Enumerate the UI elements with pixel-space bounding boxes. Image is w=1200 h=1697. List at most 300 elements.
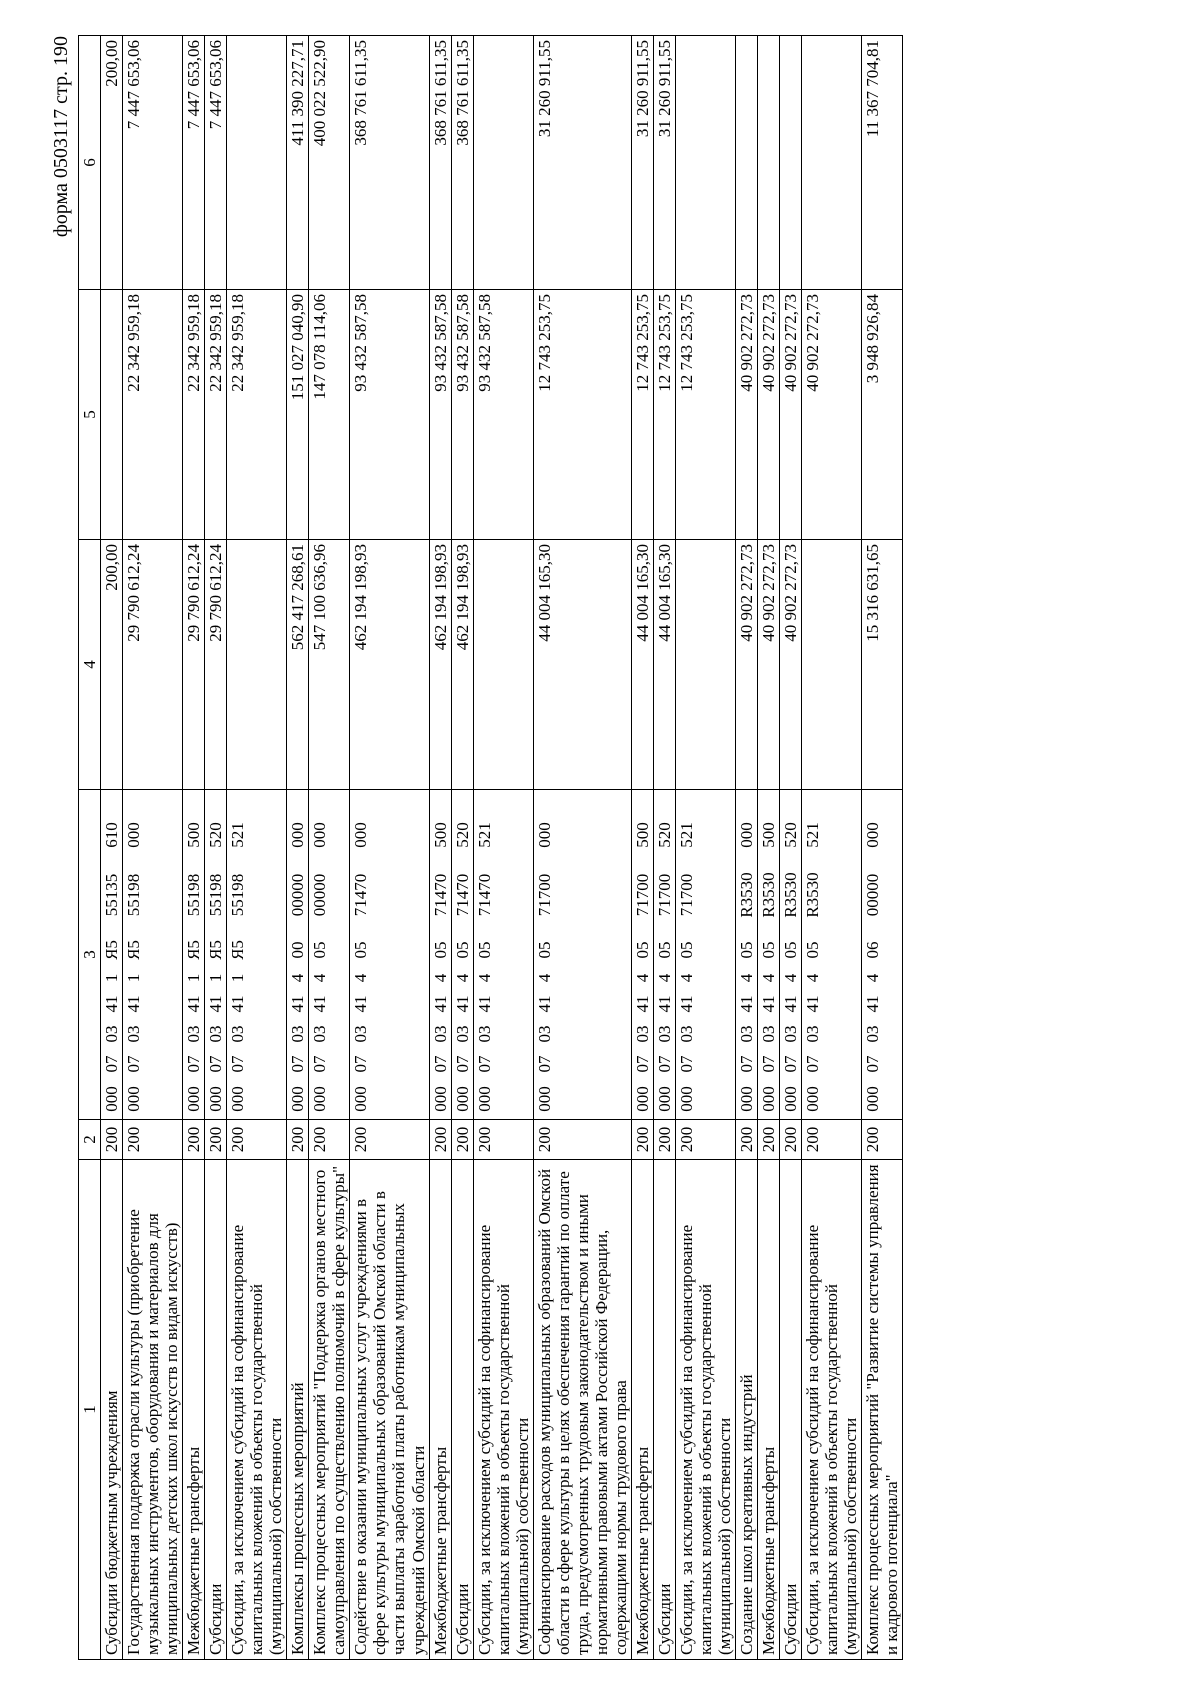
code-part: 000 bbox=[206, 1086, 226, 1112]
code-part: 521 bbox=[803, 822, 823, 848]
row-col4-value: 547 100 636,96 bbox=[309, 540, 350, 790]
row-col6-value bbox=[675, 36, 735, 290]
code-part: 520 bbox=[452, 822, 472, 848]
code-part: 07 bbox=[737, 1055, 756, 1073]
code-part: 4 bbox=[288, 973, 308, 983]
code-part: 41 bbox=[474, 995, 494, 1013]
table-row bbox=[675, 36, 735, 1660]
code-part: 000 bbox=[102, 1086, 122, 1112]
row-col4-value: 462 194 198,93 bbox=[429, 540, 451, 790]
code-part: R3530 bbox=[737, 872, 756, 918]
code-part: 03 bbox=[737, 1025, 756, 1043]
row-line-code: 200 bbox=[101, 1120, 123, 1160]
row-col6-value bbox=[780, 36, 802, 290]
header-row bbox=[79, 36, 101, 1660]
code-part: 000 bbox=[737, 822, 756, 848]
row-line-code: 200 bbox=[287, 1120, 309, 1160]
row-budget-code bbox=[758, 790, 780, 1120]
code-part: 000 bbox=[534, 1086, 554, 1112]
column-header: 5 bbox=[79, 290, 101, 540]
row-name: Комплекс процессных мероприятий "Поддержка органов местного самоуправления по осуществлению полномочий в сфере культуры" bbox=[309, 1160, 350, 1660]
code-part: 00000 bbox=[310, 873, 330, 917]
row-line-code: 200 bbox=[205, 1120, 227, 1160]
row-name: Межбюджетные трансферты bbox=[631, 1160, 653, 1660]
code-part: 05 bbox=[351, 941, 371, 959]
code-part: 520 bbox=[654, 822, 674, 848]
code-part: 521 bbox=[676, 822, 696, 848]
code-part: 41 bbox=[184, 995, 204, 1013]
code-part: 55198 bbox=[206, 873, 226, 917]
code-part: 000 bbox=[781, 1086, 801, 1112]
column-header: 2 bbox=[79, 1120, 101, 1160]
code-part: 71700 bbox=[632, 873, 652, 917]
code-part: 41 bbox=[781, 995, 801, 1013]
row-name: Содействие в оказании муниципальных услуг учреждениями в сфере культуры муниципальных образований Омской области в части выплаты заработной платы работникам муниципальных учреждений Омской области bbox=[350, 1160, 429, 1660]
row-col4-value: 29 790 612,24 bbox=[183, 540, 205, 790]
budget-table bbox=[78, 35, 903, 1660]
code-part: 03 bbox=[863, 1025, 883, 1043]
code-part: 1 bbox=[228, 973, 248, 983]
row-col4-value: 44 004 165,30 bbox=[533, 540, 631, 790]
code-part: 41 bbox=[124, 995, 144, 1013]
code-part: 41 bbox=[632, 995, 652, 1013]
code-part: 05 bbox=[430, 941, 450, 959]
code-part: 07 bbox=[124, 1055, 144, 1073]
code-part: 05 bbox=[534, 941, 554, 959]
code-part: 05 bbox=[781, 941, 801, 959]
row-col5-value: 22 342 959,18 bbox=[205, 290, 227, 540]
budget-code-parts bbox=[759, 790, 778, 1119]
code-part: 41 bbox=[288, 995, 308, 1013]
code-part: 07 bbox=[310, 1055, 330, 1073]
code-part: 55135 bbox=[102, 873, 122, 917]
row-col4-value bbox=[675, 540, 735, 790]
code-part: 71470 bbox=[351, 873, 371, 917]
row-col5-value: 12 743 253,75 bbox=[675, 290, 735, 540]
code-part: 05 bbox=[632, 941, 652, 959]
row-line-code: 200 bbox=[802, 1120, 862, 1160]
row-name: Субсидии бюджетным учреждениям bbox=[101, 1160, 123, 1660]
row-line-code: 200 bbox=[227, 1120, 287, 1160]
code-part: 000 bbox=[310, 822, 330, 848]
row-budget-code bbox=[736, 790, 758, 1120]
row-col6-value: 368 761 611,35 bbox=[451, 36, 473, 290]
row-budget-code bbox=[780, 790, 802, 1120]
row-line-code: 200 bbox=[780, 1120, 802, 1160]
row-col5-value: 22 342 959,18 bbox=[183, 290, 205, 540]
code-part: 000 bbox=[288, 1086, 308, 1112]
row-col5-value: 93 432 587,58 bbox=[451, 290, 473, 540]
code-part: 4 bbox=[632, 973, 652, 983]
code-part: 07 bbox=[676, 1055, 696, 1073]
row-line-code: 200 bbox=[429, 1120, 451, 1160]
row-col4-value: 15 316 631,65 bbox=[862, 540, 903, 790]
budget-code-parts bbox=[737, 790, 756, 1119]
code-part: 03 bbox=[430, 1025, 450, 1043]
code-part: 41 bbox=[430, 995, 450, 1013]
row-name: Межбюджетные трансферты bbox=[183, 1160, 205, 1660]
code-part: 07 bbox=[474, 1055, 494, 1073]
document-page bbox=[40, 28, 1160, 1668]
code-part: 07 bbox=[430, 1055, 450, 1073]
code-part: 55198 bbox=[124, 873, 144, 917]
row-col6-value: 411 390 227,71 bbox=[287, 36, 309, 290]
budget-code-parts bbox=[228, 790, 247, 1119]
table-row bbox=[429, 36, 451, 1660]
row-col4-value bbox=[802, 540, 862, 790]
column-header: 3 bbox=[79, 790, 101, 1120]
code-part: 07 bbox=[102, 1055, 122, 1073]
code-part: 71700 bbox=[676, 873, 696, 917]
row-line-code: 200 bbox=[862, 1120, 903, 1160]
code-part: R3530 bbox=[803, 872, 823, 918]
row-budget-code bbox=[653, 790, 675, 1120]
code-part: 000 bbox=[474, 1086, 494, 1112]
budget-code-parts bbox=[803, 790, 822, 1119]
row-budget-code bbox=[287, 790, 309, 1120]
column-header: 1 bbox=[79, 1160, 101, 1660]
code-part: 05 bbox=[654, 941, 674, 959]
code-part: 41 bbox=[351, 995, 371, 1013]
code-part: 000 bbox=[124, 822, 144, 848]
code-part: 41 bbox=[228, 995, 248, 1013]
budget-code-parts bbox=[431, 790, 450, 1119]
row-col5-value: 93 432 587,58 bbox=[473, 290, 533, 540]
code-part: 610 bbox=[102, 822, 122, 848]
code-part: 03 bbox=[676, 1025, 696, 1043]
row-col6-value bbox=[227, 36, 287, 290]
row-col5-value: 22 342 959,18 bbox=[227, 290, 287, 540]
code-part: 03 bbox=[781, 1025, 801, 1043]
code-part: 1 bbox=[184, 973, 204, 983]
code-part: 000 bbox=[288, 822, 308, 848]
code-part: Я5 bbox=[184, 940, 204, 960]
budget-code-parts bbox=[310, 790, 329, 1119]
table-row bbox=[309, 36, 350, 1660]
budget-code-parts bbox=[475, 790, 494, 1119]
budget-code-parts bbox=[102, 790, 121, 1119]
code-part: 03 bbox=[124, 1025, 144, 1043]
code-part: Я5 bbox=[102, 940, 122, 960]
code-part: 03 bbox=[759, 1025, 779, 1043]
code-part: 000 bbox=[310, 1086, 330, 1112]
row-col6-value: 368 761 611,35 bbox=[429, 36, 451, 290]
row-col5-value: 93 432 587,58 bbox=[429, 290, 451, 540]
code-part: 55198 bbox=[184, 873, 204, 917]
code-part: 41 bbox=[737, 995, 756, 1013]
row-col5-value: 3 948 926,84 bbox=[862, 290, 903, 540]
row-col5-value: 22 342 959,18 bbox=[123, 290, 183, 540]
code-part: 03 bbox=[184, 1025, 204, 1043]
code-part: 4 bbox=[737, 973, 756, 983]
row-col5-value: 147 078 114,06 bbox=[309, 290, 350, 540]
code-part: 000 bbox=[737, 1086, 756, 1112]
budget-code-parts bbox=[288, 790, 307, 1119]
row-budget-code bbox=[123, 790, 183, 1120]
row-col6-value bbox=[802, 36, 862, 290]
code-part: Я5 bbox=[124, 940, 144, 960]
row-col5-value: 40 902 272,73 bbox=[758, 290, 780, 540]
table-row bbox=[533, 36, 631, 1660]
code-part: 41 bbox=[863, 995, 883, 1013]
row-budget-code bbox=[473, 790, 533, 1120]
code-part: 03 bbox=[803, 1025, 823, 1043]
code-part: 4 bbox=[759, 973, 779, 983]
code-part: 03 bbox=[288, 1025, 308, 1043]
row-col4-value: 44 004 165,30 bbox=[631, 540, 653, 790]
code-part: 07 bbox=[781, 1055, 801, 1073]
table-row bbox=[758, 36, 780, 1660]
row-col6-value: 400 022 522,90 bbox=[309, 36, 350, 290]
row-col6-value: 11 367 704,81 bbox=[862, 36, 903, 290]
code-part: R3530 bbox=[781, 872, 801, 918]
budget-code-parts bbox=[453, 790, 472, 1119]
code-part: 1 bbox=[102, 973, 122, 983]
code-part: 00 bbox=[288, 941, 308, 959]
table-row bbox=[473, 36, 533, 1660]
code-part: 000 bbox=[676, 1086, 696, 1112]
code-part: 71700 bbox=[534, 873, 554, 917]
table-row bbox=[862, 36, 903, 1660]
budget-code-parts bbox=[124, 790, 143, 1119]
code-part: 41 bbox=[452, 995, 472, 1013]
budget-code-parts bbox=[677, 790, 696, 1119]
code-part: 4 bbox=[452, 973, 472, 983]
code-part: 05 bbox=[737, 941, 756, 959]
code-part: 000 bbox=[803, 1086, 823, 1112]
row-line-code: 200 bbox=[123, 1120, 183, 1160]
row-col4-value: 462 194 198,93 bbox=[451, 540, 473, 790]
code-part: 520 bbox=[206, 822, 226, 848]
row-col6-value bbox=[736, 36, 758, 290]
code-part: 000 bbox=[632, 1086, 652, 1112]
code-part: 03 bbox=[474, 1025, 494, 1043]
budget-code-parts bbox=[535, 790, 554, 1119]
code-part: 41 bbox=[102, 995, 122, 1013]
code-part: 71470 bbox=[430, 873, 450, 917]
row-col5-value bbox=[101, 290, 123, 540]
row-col4-value: 40 902 272,73 bbox=[736, 540, 758, 790]
code-part: 41 bbox=[759, 995, 779, 1013]
table-row bbox=[802, 36, 862, 1660]
code-part: 07 bbox=[803, 1055, 823, 1073]
code-part: 000 bbox=[759, 1086, 779, 1112]
code-part: 71470 bbox=[452, 873, 472, 917]
row-budget-code bbox=[183, 790, 205, 1120]
code-part: 03 bbox=[102, 1025, 122, 1043]
table-row bbox=[653, 36, 675, 1660]
code-part: 03 bbox=[351, 1025, 371, 1043]
code-part: 07 bbox=[452, 1055, 472, 1073]
code-part: 500 bbox=[184, 822, 204, 848]
code-part: 000 bbox=[184, 1086, 204, 1112]
row-col5-value: 151 027 040,90 bbox=[287, 290, 309, 540]
row-line-code: 200 bbox=[350, 1120, 429, 1160]
row-name: Субсидии, за исключением субсидий на софинансирование капитальных вложений в объекты государственной (муниципальной) собственности bbox=[227, 1160, 287, 1660]
code-part: 05 bbox=[676, 941, 696, 959]
code-part: 1 bbox=[206, 973, 226, 983]
code-part: 07 bbox=[632, 1055, 652, 1073]
table-row bbox=[101, 36, 123, 1660]
code-part: 000 bbox=[228, 1086, 248, 1112]
code-part: 41 bbox=[206, 995, 226, 1013]
code-part: 500 bbox=[430, 822, 450, 848]
code-part: 06 bbox=[863, 941, 883, 959]
code-part: 07 bbox=[534, 1055, 554, 1073]
code-part: 000 bbox=[654, 1086, 674, 1112]
code-part: R3530 bbox=[759, 872, 779, 918]
code-part: 41 bbox=[676, 995, 696, 1013]
code-part: 03 bbox=[228, 1025, 248, 1043]
row-col6-value: 7 447 653,06 bbox=[205, 36, 227, 290]
row-line-code: 200 bbox=[183, 1120, 205, 1160]
code-part: 07 bbox=[184, 1055, 204, 1073]
row-name: Субсидии bbox=[653, 1160, 675, 1660]
code-part: 07 bbox=[288, 1055, 308, 1073]
code-part: 41 bbox=[310, 995, 330, 1013]
row-col6-value: 31 260 911,55 bbox=[653, 36, 675, 290]
row-budget-code bbox=[227, 790, 287, 1120]
table-row bbox=[227, 36, 287, 1660]
row-col4-value: 200,00 bbox=[101, 540, 123, 790]
row-line-code: 200 bbox=[309, 1120, 350, 1160]
code-part: 41 bbox=[534, 995, 554, 1013]
code-part: 07 bbox=[228, 1055, 248, 1073]
row-col4-value: 40 902 272,73 bbox=[780, 540, 802, 790]
row-col4-value: 44 004 165,30 bbox=[653, 540, 675, 790]
table-row bbox=[287, 36, 309, 1660]
row-name: Софинансирование расходов муниципальных образований Омской области в сфере культуры в целях обеспечения гарантий по оплате труда, предусмотренных трудовым законодательством и иными нормативными правовыми актами Российской Федерации, содержащими нормы трудового права bbox=[533, 1160, 631, 1660]
row-budget-code bbox=[309, 790, 350, 1120]
row-col4-value bbox=[227, 540, 287, 790]
row-line-code: 200 bbox=[631, 1120, 653, 1160]
row-budget-code bbox=[429, 790, 451, 1120]
row-budget-code bbox=[205, 790, 227, 1120]
column-header: 4 bbox=[79, 540, 101, 790]
code-part: 03 bbox=[632, 1025, 652, 1043]
code-part: 521 bbox=[228, 822, 248, 848]
code-part: 07 bbox=[863, 1055, 883, 1073]
row-col4-value: 462 194 198,93 bbox=[350, 540, 429, 790]
code-part: 07 bbox=[206, 1055, 226, 1073]
row-line-code: 200 bbox=[736, 1120, 758, 1160]
code-part: 000 bbox=[351, 1086, 371, 1112]
code-part: 07 bbox=[654, 1055, 674, 1073]
code-part: 500 bbox=[632, 822, 652, 848]
column-header: 6 bbox=[79, 36, 101, 290]
table-row bbox=[205, 36, 227, 1660]
code-part: 05 bbox=[759, 941, 779, 959]
code-part: 05 bbox=[310, 941, 330, 959]
row-budget-code bbox=[350, 790, 429, 1120]
row-col5-value: 12 743 253,75 bbox=[631, 290, 653, 540]
table-row bbox=[736, 36, 758, 1660]
row-budget-code bbox=[802, 790, 862, 1120]
code-part: 03 bbox=[206, 1025, 226, 1043]
code-part: 4 bbox=[310, 973, 330, 983]
code-part: 000 bbox=[124, 1086, 144, 1112]
form-reference: форма 0503117 стр. 190 bbox=[50, 36, 72, 238]
row-name: Создание школ креативных индустрий bbox=[736, 1160, 758, 1660]
table-row bbox=[780, 36, 802, 1660]
row-budget-code bbox=[533, 790, 631, 1120]
code-part: 000 bbox=[863, 1086, 883, 1112]
row-name: Субсидии, за исключением субсидий на софинансирование капитальных вложений в объекты государственной (муниципальной) собственности bbox=[473, 1160, 533, 1660]
code-part: 03 bbox=[654, 1025, 674, 1043]
code-part: 07 bbox=[351, 1055, 371, 1073]
code-part: 4 bbox=[676, 973, 696, 983]
budget-code-parts bbox=[655, 790, 674, 1119]
budget-code-parts bbox=[351, 790, 370, 1119]
code-part: 000 bbox=[430, 1086, 450, 1112]
code-part: 05 bbox=[803, 941, 823, 959]
row-line-code: 200 bbox=[533, 1120, 631, 1160]
code-part: 4 bbox=[351, 973, 371, 983]
code-part: 41 bbox=[654, 995, 674, 1013]
code-part: 000 bbox=[534, 822, 554, 848]
code-part: 55198 bbox=[228, 873, 248, 917]
table-row bbox=[451, 36, 473, 1660]
code-part: 07 bbox=[759, 1055, 779, 1073]
row-col4-value: 40 902 272,73 bbox=[758, 540, 780, 790]
row-name: Субсидии bbox=[451, 1160, 473, 1660]
row-budget-code bbox=[631, 790, 653, 1120]
row-name: Комплексы процессных мероприятий bbox=[287, 1160, 309, 1660]
code-part: 00000 bbox=[288, 873, 308, 917]
code-part: 520 bbox=[781, 822, 801, 848]
budget-code-parts bbox=[184, 790, 203, 1119]
row-col5-value: 40 902 272,73 bbox=[802, 290, 862, 540]
code-part: 05 bbox=[452, 941, 472, 959]
budget-code-parts bbox=[633, 790, 652, 1119]
row-col5-value: 12 743 253,75 bbox=[533, 290, 631, 540]
row-col5-value: 93 432 587,58 bbox=[350, 290, 429, 540]
code-part: 1 bbox=[124, 973, 144, 983]
code-part: Я5 bbox=[206, 940, 226, 960]
row-budget-code bbox=[101, 790, 123, 1120]
row-line-code: 200 bbox=[758, 1120, 780, 1160]
code-part: 000 bbox=[452, 1086, 472, 1112]
code-part: 71700 bbox=[654, 873, 674, 917]
row-col6-value: 31 260 911,55 bbox=[631, 36, 653, 290]
row-col6-value: 31 260 911,55 bbox=[533, 36, 631, 290]
budget-code-parts bbox=[863, 790, 882, 1119]
code-part: 500 bbox=[759, 822, 779, 848]
row-col5-value: 40 902 272,73 bbox=[736, 290, 758, 540]
row-name: Субсидии, за исключением субсидий на софинансирование капитальных вложений в объекты государственной (муниципальной) собственности bbox=[802, 1160, 862, 1660]
code-part: Я5 bbox=[228, 940, 248, 960]
row-col4-value bbox=[473, 540, 533, 790]
row-line-code: 200 bbox=[473, 1120, 533, 1160]
row-col4-value: 29 790 612,24 bbox=[205, 540, 227, 790]
code-part: 03 bbox=[310, 1025, 330, 1043]
row-col6-value bbox=[758, 36, 780, 290]
row-name: Субсидии bbox=[205, 1160, 227, 1660]
row-name: Субсидии, за исключением субсидий на софинансирование капитальных вложений в объекты государственной (муниципальной) собственности bbox=[675, 1160, 735, 1660]
row-col6-value: 368 761 611,35 bbox=[350, 36, 429, 290]
code-part: 03 bbox=[452, 1025, 472, 1043]
row-col6-value bbox=[473, 36, 533, 290]
code-part: 4 bbox=[863, 973, 883, 983]
row-line-code: 200 bbox=[653, 1120, 675, 1160]
table-row bbox=[123, 36, 183, 1660]
code-part: 000 bbox=[863, 822, 883, 848]
code-part: 4 bbox=[803, 973, 823, 983]
row-col5-value: 40 902 272,73 bbox=[780, 290, 802, 540]
row-col4-value: 29 790 612,24 bbox=[123, 540, 183, 790]
code-part: 4 bbox=[474, 973, 494, 983]
budget-code-parts bbox=[781, 790, 800, 1119]
